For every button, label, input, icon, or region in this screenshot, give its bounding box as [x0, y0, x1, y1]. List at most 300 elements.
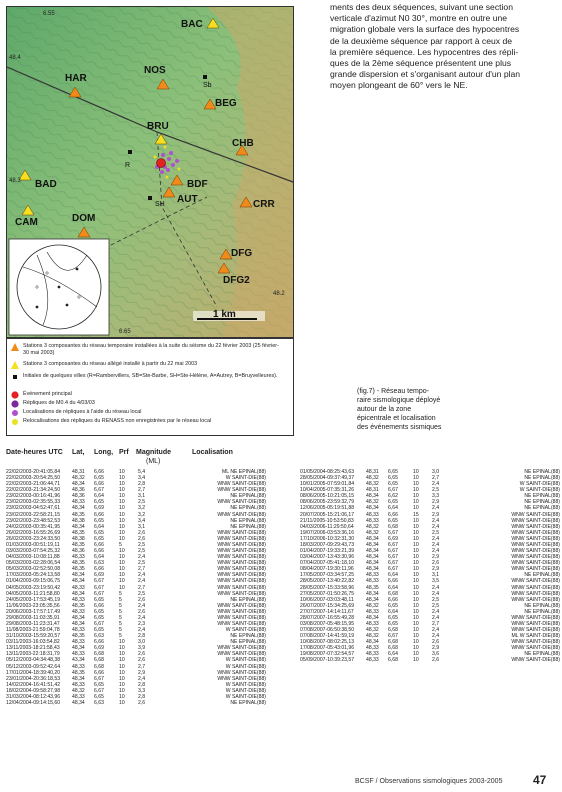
table-cell: 6,67: [94, 487, 104, 494]
table-cell: 01/05/2004-08:25:43,63: [300, 469, 355, 475]
table-cell: 10: [413, 651, 419, 658]
table-cell: 2,4: [138, 578, 146, 585]
table-cell: WNW SAINT-DIE(88): [511, 560, 560, 567]
table-cell: NE EPINAL(88): [524, 651, 560, 658]
violet-dot-icon: [11, 409, 19, 417]
table-cell: 6,67: [388, 566, 398, 573]
table-cell: 6,67: [388, 487, 398, 494]
table-cell: 2,6: [138, 608, 146, 615]
table-cell: 6,66: [94, 511, 104, 518]
table-cell: WNW SAINT-DIE(88): [511, 548, 560, 555]
table-cell: NE EPINAL(88): [230, 493, 266, 500]
table-cell: 6,66: [94, 469, 104, 475]
table-cell: 48,32: [72, 687, 85, 694]
table-cell: 10/08/2007-08:02:25,13: [300, 639, 355, 646]
table-cell: 26/02/2003-16:55:26,69: [6, 529, 61, 536]
table-cell: 2,4: [432, 627, 440, 634]
table-cell: 6,65: [388, 475, 398, 482]
table-cell: 20/06/2003-17:57:17,49: [6, 608, 61, 615]
table-cell: 48,34: [72, 572, 85, 579]
svg-text:NOS: NOS: [144, 65, 166, 76]
table-cell: 5,4: [138, 469, 146, 475]
table-cell: 2,5: [138, 499, 146, 506]
table-cell: W SAINT-DIE(88): [225, 475, 266, 482]
table-cell: 2,9: [432, 511, 440, 518]
red-dot-icon: [11, 391, 19, 399]
table-cell: 10: [119, 505, 125, 512]
table-cell: 2,6: [138, 596, 146, 603]
table-cell: 2,6: [432, 560, 440, 567]
table-cell: 6,67: [388, 541, 398, 548]
table-cell: 2,4: [138, 554, 146, 561]
table-cell: 27/07/2007-14:14:11,67: [300, 608, 354, 615]
table-cell: 3,4: [138, 517, 146, 524]
figure-caption: [357, 387, 497, 432]
table-cell: 10: [413, 645, 419, 652]
table-cell: 10: [119, 584, 125, 591]
table-cell: W SAINT-DIE(88): [225, 687, 266, 694]
table-cell: WNW SAINT-DIE(88): [217, 529, 266, 536]
black-square-icon: [11, 373, 19, 381]
table-cell: 28/05/2007-13:40:22,82: [300, 578, 355, 585]
table-cell: 24/05/2003-17:53:45,19: [6, 596, 61, 603]
table-cell: 05/03/2003-02:52:50,08: [6, 566, 61, 573]
table-cell: NE EPINAL(88): [230, 700, 266, 707]
table-cell: 2,3: [138, 621, 146, 627]
table-cell: 48,35: [72, 560, 85, 567]
table-cell: 48,33: [366, 578, 379, 585]
table-cell: 2,7: [138, 487, 146, 494]
table-cell: 10: [119, 639, 125, 646]
table-cell: 10: [413, 541, 419, 548]
table-cell: 6,68: [388, 657, 398, 664]
table-cell: 10: [119, 487, 125, 494]
table-cell: 2,6: [138, 529, 146, 536]
table-cell: WNW SAINT-DIE(88): [217, 566, 266, 573]
table-cell: 6,67: [94, 584, 104, 591]
table-cell: 48,33: [72, 596, 85, 603]
table-cell: 26/07/2007-15:34:25,69: [300, 602, 355, 609]
table-row: [6, 615, 268, 621]
table-cell: 3,0: [138, 639, 146, 646]
table-cell: 10: [119, 481, 125, 488]
coord-bottom-lon: 6.65: [119, 329, 131, 335]
table-cell: 48,34: [366, 639, 379, 646]
legend-item: Localisations de répliques à l'aide du réseau local: [11, 409, 281, 417]
table-cell: 6,68: [388, 627, 398, 634]
table-cell: 6,68: [388, 590, 398, 597]
table-cell: WNW SAINT-DIE(88): [217, 535, 266, 542]
table-cell: NE EPINAL(88): [230, 505, 266, 512]
table-cell: 6,63: [94, 700, 104, 707]
table-cell: 10: [413, 560, 419, 567]
table-cell: WNW SAINT-DIE(88): [511, 596, 560, 603]
table-cell: 20/07/2005-15:21:06,17: [300, 511, 355, 518]
aftershock-dot: [171, 163, 175, 167]
table-cell: WNW SAINT-DIE(88): [217, 572, 266, 579]
table-cell: 6,69: [94, 505, 104, 512]
table-cell: 2,4: [432, 505, 440, 512]
map-legend: [6, 338, 294, 436]
table-cell: WNW SAINT-DIE(88): [511, 639, 560, 646]
coord-lat-top: 48.4: [9, 55, 21, 61]
table-cell: 6,65: [94, 627, 104, 634]
table-cell: 5: [119, 627, 122, 634]
table-cell: 5: [119, 608, 122, 615]
table-cell: WNW SAINT-DIE(88): [217, 608, 266, 615]
table-cell: 2,5: [138, 590, 146, 597]
table-cell: 2,4: [138, 614, 146, 621]
table-cell: 2,4: [432, 608, 440, 615]
table-cell: 11/08/2003-21:59:04,78: [6, 627, 60, 634]
table-cell: 10: [413, 481, 419, 488]
table-cell: 04/05/2003-11:21:58,80: [6, 590, 60, 597]
table-cell: 48,34: [366, 548, 379, 555]
yellow-dot-icon: [11, 418, 19, 426]
table-cell: 31/03/2004-08:12:43,96: [6, 693, 61, 700]
table-cell: 6,66: [94, 541, 104, 548]
intro-line: ments des deux séquences, suivant une section: [330, 2, 513, 12]
table-cell: 07/08/2007-06:50:38,50: [300, 627, 355, 634]
table-cell: NE EPINAL(88): [524, 572, 560, 579]
table-cell: 22/02/2003-21:06:44,71: [6, 481, 61, 488]
table-cell: 22/02/2003-21:34:24,50: [6, 487, 61, 494]
table-cell: W SAINT-DIE(88): [519, 481, 560, 488]
table-cell: WNW SAINT-DIE(88): [511, 523, 560, 530]
table-cell: 48,32: [72, 475, 85, 482]
table-cell: 28/05/2007-15:33:58,96: [300, 584, 355, 591]
table-cell: 2,8: [138, 633, 146, 640]
table-cell: NE EPINAL(88): [524, 469, 560, 475]
table-cell: 10: [413, 627, 419, 634]
table-cell: 2,4: [138, 675, 146, 682]
table-cell: WNW SAINT-DIE(88): [217, 675, 266, 682]
caption-line: épicentrale et localisation: [357, 415, 436, 422]
table-cell: 48,34: [72, 614, 85, 621]
table-cell: 48,34: [72, 481, 85, 488]
table-cell: WNW SAINT-DIE(88): [217, 584, 266, 591]
intro-line: ques de la 2ème séquence présentent une plus: [330, 58, 512, 69]
table-cell: 10: [119, 675, 125, 682]
header-lat: Lat,: [72, 449, 85, 456]
table-cell: 6,67: [388, 633, 398, 640]
table-cell: 10: [413, 578, 419, 585]
table-cell: 28/07/2007-16:55:49,28: [300, 614, 355, 621]
table-cell: 3,5: [432, 578, 440, 585]
table-cell: 10: [413, 614, 419, 621]
table-cell: 6,67: [388, 560, 398, 567]
table-cell: 2,4: [432, 481, 440, 488]
table-cell: 48,31: [72, 469, 85, 475]
table-cell: 48,34: [72, 578, 85, 585]
table-cell: 48,33: [72, 499, 85, 506]
table-cell: 10: [119, 669, 125, 676]
table-cell: 43,34: [72, 657, 85, 664]
table-cell: 01/04/2003-09:15:06,75: [6, 578, 61, 585]
table-cell: 10: [119, 554, 125, 561]
table-cell: 48,33: [366, 657, 379, 664]
table-cell: 6,65: [94, 535, 104, 542]
table-cell: W SAINT-DIE(88): [225, 657, 266, 664]
table-cell: 10: [119, 663, 125, 670]
table-cell: WNW SAINT-DIE(88): [217, 541, 266, 548]
legend-item: Relocalisations des répliques du RENASS non enregistrées par le réseau local: [11, 418, 281, 426]
coord-top-lon: 6.55: [43, 11, 55, 17]
table-cell: 48,35: [72, 541, 85, 548]
table-cell: 3,3: [138, 687, 146, 694]
table-cell: 29/08/2003-11:03:35,91: [6, 614, 60, 621]
table-cell: 6,64: [94, 554, 104, 561]
table-cell: NE EPINAL(88): [524, 475, 560, 482]
table-cell: 10: [119, 523, 125, 530]
table-cell: 10: [119, 651, 125, 658]
table-cell: 48,32: [366, 529, 379, 536]
table-cell: W SAINT-DIE(88): [225, 693, 266, 700]
table-cell: NE EPINAL(88): [524, 493, 560, 500]
table-cell: 48,34: [72, 621, 85, 627]
table-cell: 03/03/2003-07:54:25,32: [6, 548, 61, 555]
table-cell: 2,5: [432, 596, 440, 603]
table-cell: 48,34: [366, 590, 379, 597]
table-cell: WNW SAINT-DIE(88): [511, 621, 560, 627]
page-number: 47: [533, 773, 547, 787]
table-cell: 3,4: [138, 475, 146, 482]
table-cell: 6,67: [94, 578, 104, 585]
table-cell: 05/09/2007-10:39:23,57: [300, 657, 355, 664]
table-cell: 2,5: [138, 541, 146, 548]
relocated-aftershock-dot: [164, 146, 167, 149]
table-cell: 6,67: [388, 554, 398, 561]
table-cell: 05/12/2003-04:34:48,38: [6, 657, 61, 664]
table-cell: 48,32: [366, 523, 379, 530]
table-cell: 6,68: [94, 657, 104, 664]
town-label-sh: SH: [155, 201, 165, 208]
header-prf: Prf: [119, 449, 129, 456]
table-cell: 10: [413, 566, 419, 573]
table-cell: 48,34: [366, 566, 379, 573]
focal-mechanism-inset: [9, 239, 109, 335]
table-cell: 10: [119, 499, 125, 506]
table-cell: 48,34: [366, 554, 379, 561]
table-cell: 6,66: [94, 566, 104, 573]
table-cell: 6,65: [388, 499, 398, 506]
table-cell: WNW SAINT-DIE(88): [511, 541, 560, 548]
table-cell: 5: [119, 621, 122, 627]
legend-item: Stations 3 composantes du réseau temporaire installées à la suite du séisme du 22 février 2003 (25 février-30 mai 2003): [11, 343, 281, 357]
table-row: [6, 700, 268, 706]
table-cell: 2,4: [432, 590, 440, 597]
table-cell: 10: [119, 493, 125, 500]
table-cell: 6,64: [94, 493, 104, 500]
table-cell: NE EPINAL(88): [230, 517, 266, 524]
aftershock-dot: [169, 151, 173, 155]
table-cell: 6,67: [94, 687, 104, 694]
table-cell: 2,9: [432, 554, 440, 561]
table-cell: 6,65: [94, 517, 104, 524]
table-cell: 10: [119, 657, 125, 664]
table-cell: 2,6: [432, 657, 440, 664]
table-cell: 2,4: [432, 517, 440, 524]
table-cell: 10: [413, 499, 419, 506]
table-cell: 10: [119, 566, 125, 573]
table-cell: 48,31: [366, 469, 379, 475]
table-cell: 6,66: [94, 548, 104, 555]
table-cell: 48,33: [72, 584, 85, 591]
table-cell: 10: [413, 572, 419, 579]
svg-text:BAD: BAD: [35, 179, 57, 190]
table-cell: 10/04/2005-07:35:31,26: [300, 487, 355, 494]
legend-item: Événement principal: [11, 391, 281, 399]
caption-line: autour de la zone: [357, 406, 412, 413]
table-cell: 10: [413, 529, 419, 536]
table-cell: 48,35: [366, 584, 379, 591]
table-cell: 2,9: [432, 645, 440, 652]
table-cell: 48,34: [72, 645, 85, 652]
table-cell: 48,33: [72, 639, 85, 646]
table-cell: WNW SAINT-DIE(88): [511, 511, 560, 518]
table-cell: 5: [119, 633, 122, 640]
table-cell: 10: [119, 529, 125, 536]
table-cell: 2,4: [138, 602, 146, 609]
table-cell: 6,64: [388, 505, 398, 512]
table-cell: 48,34: [366, 560, 379, 567]
table-cell: 10: [119, 578, 125, 585]
table-cell: 3,2: [138, 505, 146, 512]
table-cell: WNW SAINT-DIE(88): [217, 590, 266, 597]
table-cell: WNW SAINT-DIE(88): [511, 535, 560, 542]
table-cell: 2,7: [138, 566, 146, 573]
table-cell: 10: [413, 487, 419, 494]
town-square-sh: [148, 196, 152, 200]
table-cell: 6,65: [94, 475, 104, 482]
table-cell: 10/06/2007-03:03:48,11: [300, 596, 354, 603]
table-cell: 6,63: [94, 560, 104, 567]
table-cell: 48,35: [72, 602, 85, 609]
table-cell: 6,64: [94, 523, 104, 530]
aftershock-dot: [161, 153, 165, 157]
table-cell: 48,33: [72, 651, 85, 658]
table-cell: 10: [413, 584, 419, 591]
table-cell: 48,33: [366, 621, 379, 627]
table-cell: 6,64: [388, 608, 398, 615]
table-cell: 6,69: [94, 645, 104, 652]
svg-text:BRU: BRU: [147, 121, 169, 132]
intro-paragraph: [330, 2, 542, 92]
table-cell: 48,34: [72, 590, 85, 597]
table-cell: WNW SAINT-DIE(88): [217, 602, 266, 609]
table-cell: 48,34: [366, 493, 379, 500]
table-cell: 17/05/2007-03:34:57,25: [300, 572, 355, 579]
aftershock-dot: [160, 170, 164, 174]
table-cell: 10: [413, 469, 419, 475]
table-cell: 2,4: [432, 541, 440, 548]
table-cell: 48,38: [72, 517, 85, 524]
svg-text:CRR: CRR: [253, 199, 275, 210]
table-cell: 23/02/2003-00:16:41,96: [6, 493, 61, 500]
table-cell: 07/04/2007-05:41:18,10: [300, 560, 355, 567]
table-cell: 2,4: [432, 633, 440, 640]
table-cell: 48,32: [366, 475, 379, 482]
intro-line: moyen plongeant de 60° vers le NE.: [330, 80, 468, 91]
table-cell: 22/02/2003-20:41:05,84: [6, 469, 61, 475]
table-cell: 12/06/2005-05:19:51,88: [300, 505, 355, 512]
table-cell: 48,34: [72, 675, 85, 682]
table-cell: 29/08/2003-11:23:31,47: [6, 621, 60, 627]
header-magnitude: Magnitude: [136, 449, 171, 456]
table-row: [300, 657, 562, 663]
table-cell: 2,7: [138, 584, 146, 591]
table-cell: 2,8: [138, 681, 146, 688]
table-cell: 48,34: [366, 614, 379, 621]
table-cell: 10: [413, 639, 419, 646]
table-cell: 6,65: [388, 602, 398, 609]
table-cell: NE EPINAL(88): [524, 499, 560, 506]
table-cell: 10: [119, 700, 125, 707]
table-cell: 6,65: [388, 517, 398, 524]
relocated-aftershock-dot: [166, 176, 169, 179]
table-cell: WNW SAINT-DIE(88): [217, 554, 266, 561]
table-cell: 04/03/2003-10:08:11,88: [6, 554, 60, 561]
table-cell: 6,66: [94, 669, 104, 676]
aftershock-dot: [175, 159, 179, 163]
table-cell: 6,65: [94, 608, 104, 615]
table-cell: 48,36: [72, 548, 85, 555]
table-cell: WNW SAINT-DIE(88): [217, 511, 266, 518]
table-cell: 22/02/2003-20:54:25,50: [6, 475, 61, 482]
table-cell: 10: [413, 608, 419, 615]
table-cell: W SAINT-DIE(88): [225, 627, 266, 634]
table-cell: 10: [119, 469, 125, 475]
table-cell: 23/02/2003-02:35:55,33: [6, 499, 61, 506]
table-cell: 3,0: [432, 469, 440, 475]
table-cell: 48,36: [72, 493, 85, 500]
table-cell: 10: [119, 693, 125, 700]
svg-text:1 km: 1 km: [213, 309, 236, 320]
table-cell: 6,65: [388, 481, 398, 488]
table-cell: 48,33: [366, 645, 379, 652]
table-row: [6, 566, 268, 572]
table-cell: 08/06/2005-23:59:32,79: [300, 499, 355, 506]
table-cell: 2,5: [138, 560, 146, 567]
table-cell: 10: [413, 493, 419, 500]
table-cell: 10/01/2005-07:59:01,84: [300, 481, 355, 488]
table-cell: 5: [119, 596, 122, 603]
table-cell: 48,35: [72, 633, 85, 640]
table-cell: WNW SAINT-DIE(88): [511, 517, 560, 524]
intro-line: verticale d'azimut N0 30°, montre en outre une: [330, 13, 508, 24]
table-cell: 6,67: [388, 529, 398, 536]
table-cell: 6,65: [94, 499, 104, 506]
table-cell: 48,33: [366, 608, 379, 615]
legend-item: Stations 3 composantes du réseau allégé installé à partir du 22 mai 2003: [11, 361, 281, 369]
intro-line: de la deuxième séquence par rapport à ceux de: [330, 35, 513, 46]
table-cell: 48,33: [366, 511, 379, 518]
table-cell: 6,63: [94, 633, 104, 640]
table-cell: WNW SAINT-DIE(88): [217, 487, 266, 494]
svg-text:CHB: CHB: [232, 138, 254, 149]
table-cell: 10: [119, 511, 125, 518]
table-cell: 48,35: [72, 566, 85, 573]
table-cell: WNW SAINT-DIE(88): [511, 627, 560, 634]
table-cell: 48,32: [366, 602, 379, 609]
svg-text:HAR: HAR: [65, 73, 87, 84]
aftershock-dot: [166, 168, 170, 172]
table-cell: 48,35: [72, 669, 85, 676]
table-cell: 5: [119, 602, 122, 609]
table-cell: WNW SAINT-DIE(88): [511, 590, 560, 597]
table-cell: 10: [413, 596, 419, 603]
table-cell: 10: [413, 475, 419, 482]
